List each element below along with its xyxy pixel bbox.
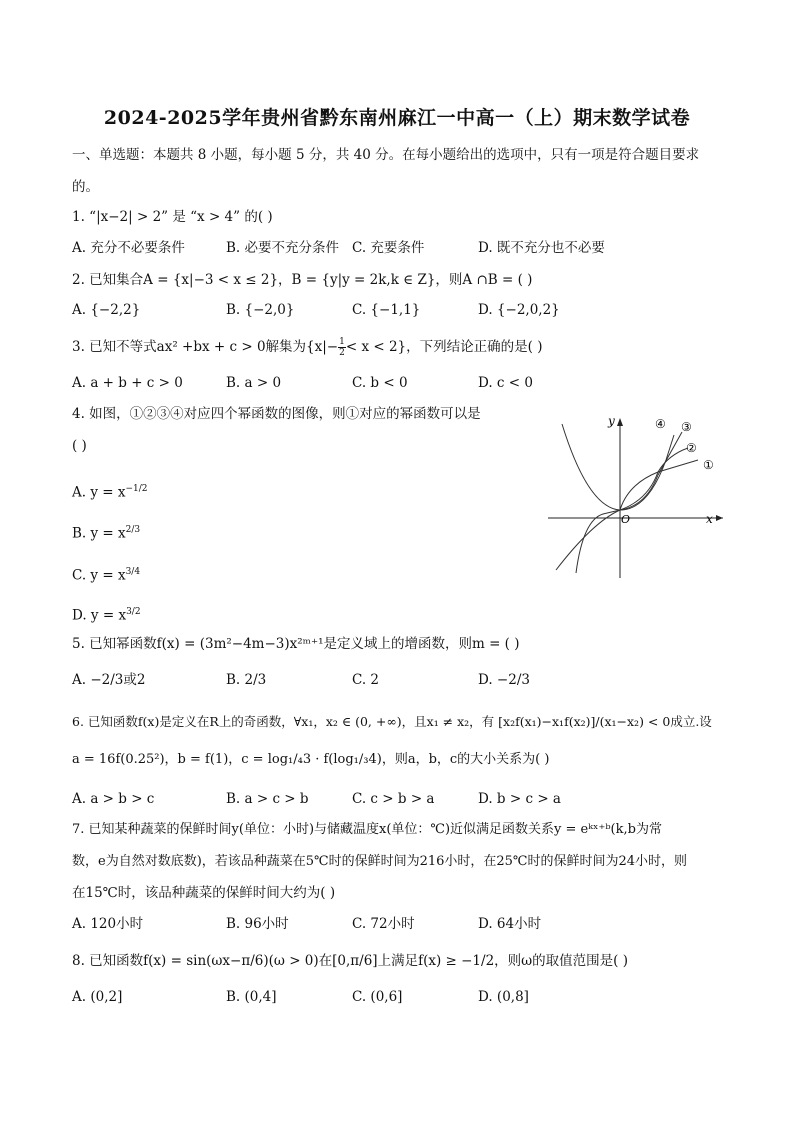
x-axis-label: x bbox=[706, 512, 713, 526]
option-text: D. y = x bbox=[72, 607, 127, 624]
question-7-stem-line2: 数，e为自然对数底数)，若该品种蔬菜在5℃时的保鲜时间为216小时，在25℃时的保鲜时间为24小时，则 bbox=[72, 854, 688, 869]
question-4-option-b bbox=[72, 521, 140, 543]
question-1-option-d: D. 既不充分也不必要 bbox=[478, 240, 605, 256]
question-3-stem-part1: 3. 已知不等式ax² +bx + c > 0解集为{x|− bbox=[72, 339, 339, 355]
question-3-option-d: D. c < 0 bbox=[478, 375, 533, 391]
question-6-option-c: C. c > b > a bbox=[352, 791, 435, 807]
question-7-stem-line1: 7. 已知某种蔬菜的保鲜时间y(单位：小时)与储藏温度x(单位：℃)近似满足函数关系y = eᵏˣ⁺ᵇ(k,b为常 bbox=[72, 822, 662, 837]
curve-3-label: ③ bbox=[681, 420, 692, 434]
question-2-option-c: C. {−1,1} bbox=[352, 302, 421, 318]
question-5-option-b: B. 2/3 bbox=[226, 672, 267, 688]
question-6-stem-line2: a = 16f(0.25²)，b = f(1)，c = log₁/₄3 · f(log₁/₃4)，则a，b，c的大小关系为( ) bbox=[72, 752, 550, 767]
question-1-option-c: C. 充要条件 bbox=[352, 240, 425, 256]
question-5-option-c: C. 2 bbox=[352, 672, 380, 688]
y-axis-arrow-icon bbox=[617, 418, 623, 426]
question-7-stem-line3: 在15℃时，该品种蔬菜的保鲜时间大约为( ) bbox=[72, 885, 336, 901]
question-6-stem-line1: 6. 已知函数f(x)是定义在R上的奇函数，∀x₁，x₂ ∈ (0, +∞)，且x₁ ≠ x₂，有 [x₂f(x₁)−x₁f(x₂)]/(x₁−x₂) < 0成立.设 bbox=[72, 714, 712, 729]
question-3-stem bbox=[72, 337, 542, 358]
y-axis-label: y bbox=[608, 414, 615, 428]
question-8-option-a: A. (0,2] bbox=[72, 989, 123, 1005]
question-3-option-a: A. a + b + c > 0 bbox=[72, 375, 183, 391]
option-text: A. y = x bbox=[72, 484, 126, 501]
question-7-option-b: B. 96小时 bbox=[226, 916, 289, 932]
question-3-fraction bbox=[338, 337, 346, 358]
option-exponent: 3/4 bbox=[125, 567, 141, 577]
power-function-graph bbox=[548, 410, 728, 580]
question-3-stem-part2: < x < 2}，下列结论正确的是( ) bbox=[345, 339, 543, 355]
question-4-option-c bbox=[72, 563, 140, 585]
curve-2 bbox=[556, 448, 688, 570]
question-2-option-b: B. {−2,0} bbox=[226, 302, 295, 318]
question-3-option-c: C. b < 0 bbox=[352, 375, 408, 391]
exam-title: 2024-2025学年贵州省黔东南州麻江一中高一（上）期末数学试卷 bbox=[103, 107, 691, 129]
option-exponent: −1/2 bbox=[125, 484, 148, 494]
question-7-option-d: D. 64小时 bbox=[478, 916, 542, 932]
question-8-option-c: C. (0,6] bbox=[352, 989, 403, 1005]
question-4-stem-line1: 4. 如图，①②③④对应四个幂函数的图像，则①对应的幂函数可以是 bbox=[72, 406, 481, 422]
question-4-option-a bbox=[72, 480, 148, 502]
question-1-option-b: B. 必要不充分条件 bbox=[226, 240, 340, 256]
option-exponent: 2/3 bbox=[125, 525, 141, 535]
question-4-option-d bbox=[72, 603, 141, 625]
question-6-option-d: D. b > c > a bbox=[478, 791, 561, 807]
origin-label: O bbox=[621, 513, 631, 526]
question-2-option-a: A. {−2,2} bbox=[72, 302, 141, 318]
question-2-option-d: D. {−2,0,2} bbox=[478, 302, 560, 318]
curve-2-label: ② bbox=[686, 441, 697, 455]
question-8-option-d: D. (0,8] bbox=[478, 989, 529, 1005]
question-3-option-b: B. a > 0 bbox=[226, 375, 282, 391]
curve-1 bbox=[620, 460, 698, 510]
curve-4-label: ④ bbox=[655, 417, 666, 431]
question-7-option-a: A. 120小时 bbox=[72, 916, 144, 932]
question-2-stem: 2. 已知集合A = {x|−3 < x ≤ 2}，B = {y|y = 2k,k ∈ Z}，则A ∩B = ( ) bbox=[72, 272, 533, 288]
question-5-stem: 5. 已知幂函数f(x) = (3m²−4m−3)x²ᵐ⁺¹是定义域上的增函数，则m = ( ) bbox=[72, 636, 520, 652]
option-exponent: 3/2 bbox=[126, 607, 141, 617]
fraction-numerator: 1 bbox=[339, 337, 345, 347]
question-4-stem-line2: ( ) bbox=[72, 438, 87, 454]
question-7-option-c: C. 72小时 bbox=[352, 916, 415, 932]
curve-3 bbox=[576, 432, 682, 573]
question-5-option-d: D. −2/3 bbox=[478, 672, 530, 688]
curve-4 bbox=[562, 424, 674, 510]
question-1-stem: 1. “|x−2| > 2” 是 “x > 4” 的( ) bbox=[72, 209, 273, 225]
fraction-denominator: 2 bbox=[339, 348, 345, 358]
section-heading-line1: 一、单选题：本题共 8 小题，每小题 5 分，共 40 分。在每小题给出的选项中，只有一项是符合题目要求 bbox=[72, 147, 700, 163]
curve-1-label: ① bbox=[703, 458, 714, 472]
section-heading-line2: 的。 bbox=[72, 179, 99, 195]
question-1-option-a: A. 充分不必要条件 bbox=[72, 240, 185, 256]
question-5-option-a: A. −2/3或2 bbox=[72, 672, 146, 688]
question-8-option-b: B. (0,4] bbox=[226, 989, 277, 1005]
option-text: B. y = x bbox=[72, 525, 126, 542]
question-8-stem: 8. 已知函数f(x) = sin(ωx−π/6)(ω > 0)在[0,π/6]上满足f(x) ≥ −1/2，则ω的取值范围是( ) bbox=[72, 953, 628, 969]
option-text: C. y = x bbox=[72, 567, 126, 584]
question-6-option-a: A. a > b > c bbox=[72, 791, 155, 807]
question-6-option-b: B. a > c > b bbox=[226, 791, 309, 807]
x-axis-arrow-icon bbox=[716, 515, 723, 521]
